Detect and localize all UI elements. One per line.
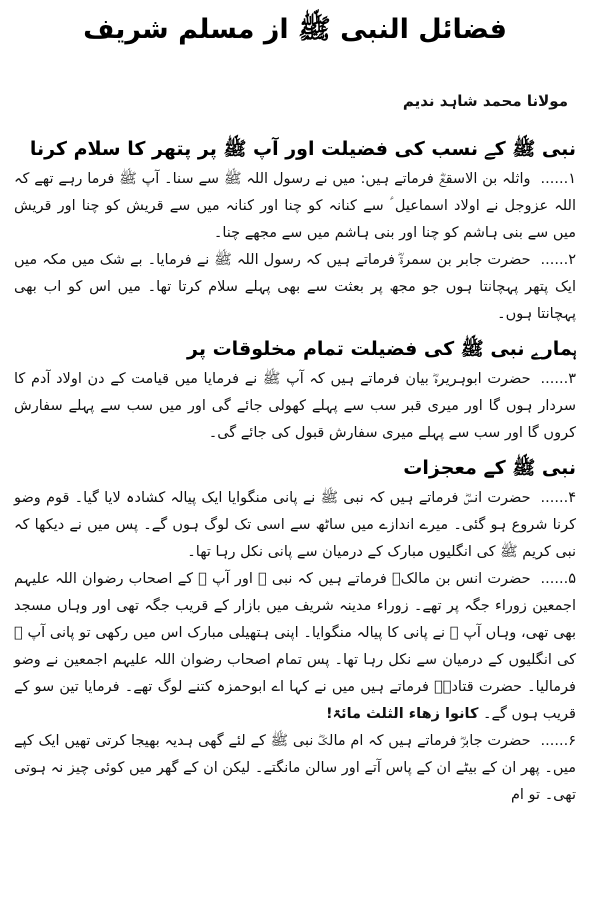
paragraph-number: ۳...... — [540, 371, 576, 387]
author-name: مولانا محمد شاہد ندیم — [402, 92, 568, 110]
paragraph-text: حضرت انس بن مالکؓ فرماتے ہیں کہ نبی ﷺ اور آپ ﷺ کے اصحاب رضوان اللہ علیہم اجمعین زوراء جگہ پر تھے۔ زوراء مدینہ شریف میں بازار کے قریب جگہ تھی اور وہاں مسجد بھی تھی، وہاں آپ ﷺ نے پانی کا پیالہ منگوایا۔ اپنی ہتھیلی مبارک اس میں رکھی تو پانی آپ ﷺ کی انگلیوں کے درمیان سے نکل رہا تھا۔ پس تمام اصحاب رضوان اللہ علیہم اجمعین نے وضو فرمالیا۔ حضرت قتادۃؓ فرماتے ہیں میں نے کہا اے ابوحمزہ کتنے لوگ تھے۔ فرمایا تین سو کے قریب ہوں گے۔ — [14, 571, 576, 722]
section-heading: ہمارے نبی ﷺ کی فضیلت تمام مخلوقات پر — [187, 338, 576, 360]
section-heading: نبی ﷺ کے نسب کی فضیلت اور آپ ﷺ پر پتھر کا سلام کرنا — [29, 138, 576, 160]
paragraph — [14, 728, 576, 809]
paragraph — [14, 166, 576, 247]
paragraph-number: ۲...... — [540, 252, 576, 268]
paragraph — [14, 566, 576, 728]
paragraph-text: حضرت ابوہریرہؓ بیان فرماتے ہیں کہ آپ ﷺ نے فرمایا میں قیامت کے دن اولاد آدم کا سردار ہوں گا اور میری قبر سب سے پہلے کھولی جائے گی اور میں سب سے پہلے سفارش کروں گا اور سب سے پہلے میری سفارش قبول کی جائے گی۔ — [14, 371, 576, 441]
paragraph-text: واثلہ بن الاسقعؓ فرماتے ہیں: میں نے رسول اللہ ﷺ سے سنا۔ آپ ﷺ فرما رہے تھے کہ اللہ عزوجل نے اولاد اسماعیل ؑ سے کنانہ کو چنا اور کنانہ میں سے قریش کو چنا اور قریش میں سے بنی ہاشم کو چنا اور بنی ہاشم میں سے مجھے چنا۔ — [14, 171, 576, 241]
paragraph — [14, 247, 576, 328]
paragraph-text: حضرت انسؓ فرماتے ہیں کہ نبی ﷺ نے پانی منگوایا ایک پیالہ کشادہ لایا گیا۔ قوم وضو کرنا شروع ہو گئی۔ میرے اندازے میں ساٹھ سے اسی تک لوگ ہوں گے۔ پس میں نے دیکھا کہ نبی کریم ﷺ کی انگلیوں مبارک کے درمیان سے پانی نکل رہا تھا۔ — [14, 490, 576, 560]
paragraph-text: حضرت جابر بن سمرۃؓ فرماتے ہیں کہ رسول اللہ ﷺ نے فرمایا۔ بے شک میں مکہ میں ایک پتھر پہچانتا ہوں جو مجھ پر بعثت سے بھی پہلے سلام کرتا تھا۔ میں اس کو اب بھی پہچانتا ہوں۔ — [14, 252, 576, 322]
paragraph-number: ۴...... — [540, 490, 576, 506]
arabic-quote: کانوا زھاء الثلث مائۃ! — [326, 706, 479, 722]
section-nasab — [14, 134, 576, 328]
paragraph-number: ۱...... — [540, 171, 576, 187]
section-mujizat — [14, 453, 576, 809]
paragraph-number: ۵...... — [540, 571, 576, 587]
paragraph — [14, 366, 576, 447]
section-heading: نبی ﷺ کے معجزات — [403, 457, 576, 479]
section-fazilat — [14, 334, 576, 447]
paragraph-text: حضرت جابرؓ فرماتے ہیں کہ ام مالکؓ نبی ﷺ کے لئے گھی ہدیہ بھیجا کرتی تھیں ایک کپے میں۔ پھر ان کے بیٹے ان کے پاس آتے اور سالن مانگتے۔ لیکن ان کے گھر میں کوئی چیز نہ ہوتی تھی۔ تو ام — [14, 733, 576, 803]
page-title: فضائل النبی ﷺ از مسلم شریف — [83, 14, 507, 45]
paragraph — [14, 485, 576, 566]
paragraph-number: ۶...... — [540, 733, 576, 749]
